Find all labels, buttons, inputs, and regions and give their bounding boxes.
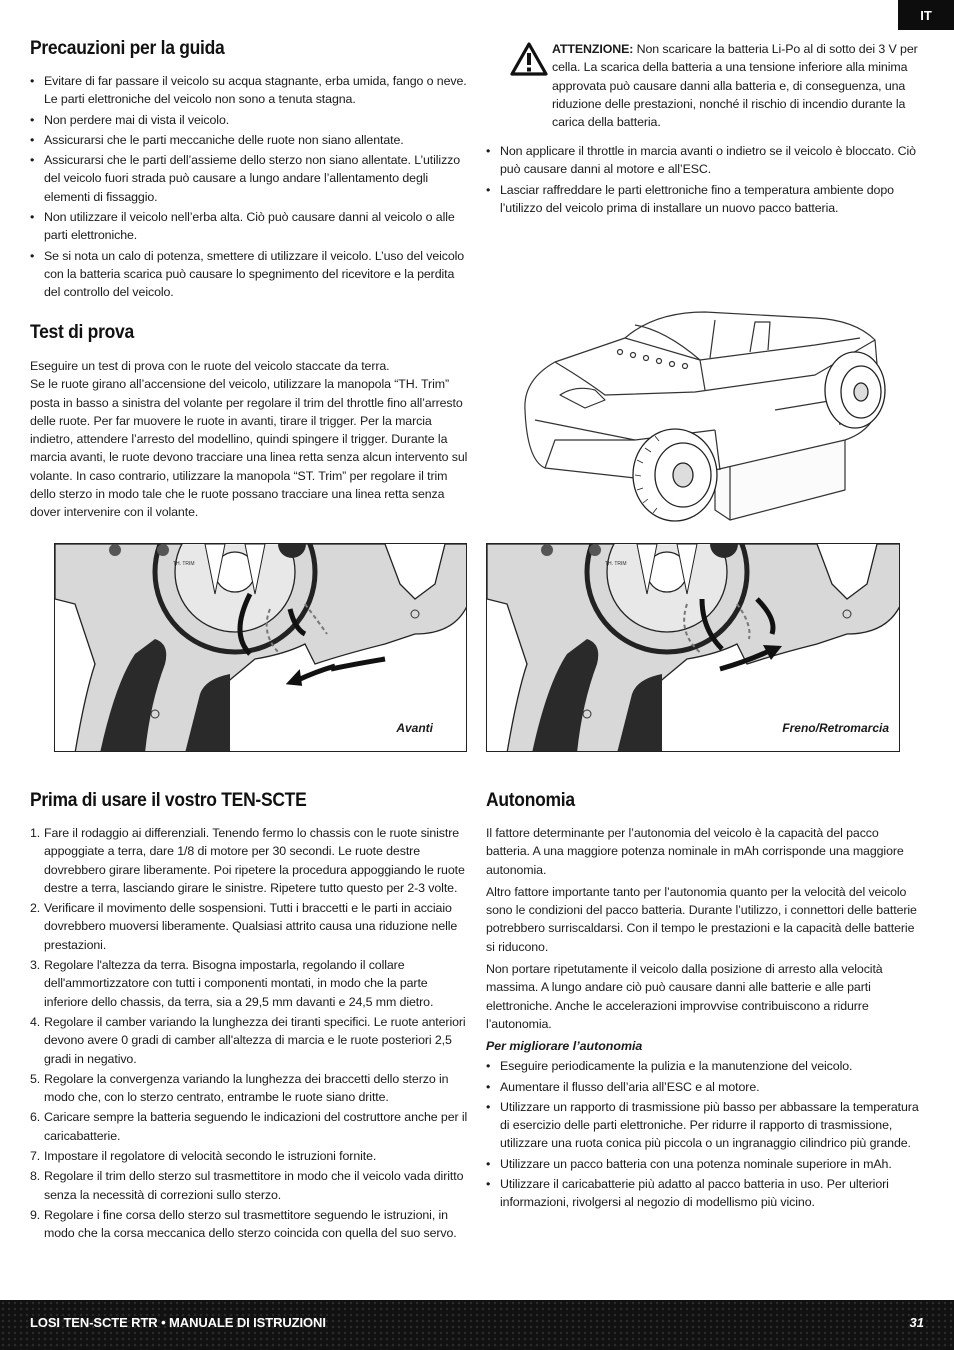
rear-wheel — [825, 352, 885, 428]
list-item: 2. Verificare il movimento delle sospensioni. Tutti i braccetti e le parti in acciaio dovrebbero muoversi liberamente. Qualsiasi attrito causa una riduzione nelle prestazioni. — [30, 901, 458, 952]
section-title: Autonomia — [486, 790, 575, 811]
list-item: 6. Caricare sempre la batteria seguendo le indicazioni del costruttore anche per il caricabatterie. — [30, 1110, 468, 1143]
paragraph: Eseguire un test di prova con le ruote del veicolo staccate da terra. — [30, 359, 390, 373]
bullet-list — [486, 1057, 922, 1211]
paragraph: Il fattore determinante per l’autonomia del veicolo è la capacità del pacco batteria. A una maggiore potenza nominale in mAh corrisponde una maggiore autonomia. — [486, 826, 904, 877]
section-before-use — [30, 790, 470, 1245]
truck-illustration — [515, 300, 905, 525]
warning-label: ATTENZIONE: — [552, 42, 634, 56]
front-wheel — [633, 429, 717, 521]
warning-body: Non scaricare la batteria Li-Po al di sotto dei 3 V per cella. La scarica della batteria a una tensione inferiore alla minima approvata può causare danni alla batteria e, di conseguenza, una riduzione delle prestazioni, nonché il rischio di incendio durante la carica della batteria. — [552, 42, 918, 130]
section-test-run — [30, 322, 472, 522]
list-item: 4. Regolare il camber variando la lunghezza dei tiranti specifici. Le ruote anteriori devono avere 0 gradi di camber all'altezza di marcia e le ruote posteriori 2,5 gradi in negativo. — [30, 1014, 466, 1066]
list-item: 9. Regolare i fine corsa dello sterzo sul trasmettitore seguendo le istruzioni, in modo che la corsa meccanica dello sterzo coincida con quella del suo servo. — [30, 1207, 457, 1241]
list-item: • Lasciar raffreddare le parti elettroniche fino a temperatura ambiente dopo l’utilizzo del veicolo prima di installare un nuovo pacco batteria. — [486, 181, 922, 218]
warning-text — [552, 40, 922, 131]
language-tab: IT — [898, 0, 954, 30]
section-title: Test di prova — [30, 322, 134, 343]
warning-box — [510, 40, 922, 131]
bullet-list — [30, 72, 470, 302]
list-item: 7. Impostare il regolatore di velocità secondo le istruzioni fornite. — [30, 1149, 377, 1164]
section-title: Prima di usare il vostro TEN-SCTE — [30, 790, 307, 811]
section-title: Precauzioni per la guida — [30, 38, 225, 59]
list-item: 5. Regolare la convergenza variando la lunghezza dei braccetti dello sterzo in modo che, con lo sterzo centrato, entrambe le ruote siano dritte. — [30, 1071, 449, 1105]
list-item: • Utilizzare il caricabatterie più adatto al pacco batteria in uso. Per ulteriori informazioni, rivolgersi al negozio di modellismo più vicino. — [486, 1175, 922, 1212]
list-item: • Utilizzare un rapporto di trasmissione più basso per abbassare la temperatura di esercizio delle parti elettroniche. Per ridurre il rapporto di trasmissione, utilizzare una ruota conica più piccola o un ingranaggio cilindrico più grande. — [486, 1098, 922, 1153]
numbered-list — [30, 824, 470, 1243]
section-driving-precautions-continued — [486, 142, 922, 219]
paragraph: Se le ruote girano all’accensione del veicolo, utilizzare la manopola “TH. Trim” posta in basso a sinistra del volante per regolare il trim del throttle fino all’arresto delle ruote. Per far muovere le ruote in avanti, tirare il trigger. Per la marcia indietro, attendere l’arresto del modellino, quindi spingere il trigger. Durante la marcia avanti, le ruote devono tracciare una linea retta senza alcun intervento sul volante. In caso contrario, utilizzare la manopola “ST. Trim” per regolare il trim dello sterzo in modo tale che le ruote possano tracciare una linea retta senza dover intervenire con il volante. — [30, 377, 468, 520]
list-item: • Utilizzare un pacco batteria con una potenza nominale superiore in mAh. — [486, 1155, 922, 1173]
list-item: • Se si nota un calo di potenza, smettere di utilizzare il veicolo. L’uso del veicolo con la batteria scarica può causare lo spegnimento del ricevitore e la perdita del controllo del veicolo. — [30, 247, 470, 302]
list-item: • Non applicare il throttle in marcia avanti o indietro se il veicolo è bloccato. Ciò può causare danni al motore e all’ESC. — [486, 142, 922, 179]
list-item: • Evitare di far passare il veicolo su acqua stagnante, erba umida, fango o neve. Le parti elettroniche del veicolo non sono a tenuta stagna. — [30, 72, 470, 109]
list-item: 3. Regolare l'altezza da terra. Bisogna impostarla, regolando il collare dell'ammortizzatore con tutti i componenti montati, in modo che la parte inferiore dello chassis, da terra, sia a 29,5 mm davanti e 24,5 mm dietro. — [30, 958, 434, 1009]
section-runtime — [486, 790, 922, 1214]
runtime-paragraphs — [486, 824, 922, 1033]
list-item: 8. Regolare il trim dello sterzo sul trasmettitore in modo che il veicolo vada diritto senza la necessità di correzioni sullo sterzo. — [30, 1169, 464, 1202]
list-item: • Aumentare il flusso dell’aria all’ESC e al motore. — [486, 1078, 922, 1096]
trim-label: TH. TRIM — [605, 561, 627, 567]
list-item: • Eseguire periodicamente la pulizia e la manutenzione del veicolo. — [486, 1057, 922, 1075]
list-item: • Assicurarsi che le parti dell’assieme dello sterzo non siano allentate. L’utilizzo del veicolo fuori strada può causare a lungo andare l’allentamento degli elementi di fissaggio. — [30, 151, 470, 206]
paragraph: Altro fattore importante tanto per l’autonomia quanto per la velocità del veicolo sono le condizioni del pacco batteria. Durante l’utilizzo, i connettori delle batterie potrebbero surriscaldarsi. Con il tempo le prestazioni e la capacità delle batterie si riducono. — [486, 884, 917, 954]
list-item: • Non perdere mai di vista il veicolo. — [30, 111, 470, 129]
transmitter-figure-forward — [54, 543, 467, 752]
subheading: Per migliorare l’autonomia — [486, 1039, 643, 1054]
list-item: 1. Fare il rodaggio ai differenziali. Tenendo fermo lo chassis con le ruote sinistre appoggiate a terra, dare 1/8 di motore per 30 secondi. Le ruote destre dovrebbero girare liberamente. Poi ripetere la procedura appoggiando le ruote destre a terra, lasciando girare le sinistre. Ripetere tutto questo per 2-3 volte. — [30, 826, 465, 895]
page-footer — [0, 1300, 954, 1350]
bullet-list — [486, 142, 922, 217]
transmitter-figure-brake — [486, 543, 900, 752]
footer-title: LOSI TEN-SCTE RTR • MANUALE DI ISTRUZIONI — [30, 1315, 326, 1330]
figure-caption: Freno/Retromarcia — [782, 721, 889, 735]
warning-triangle-icon — [510, 42, 548, 76]
trim-label: TH. TRIM — [173, 561, 195, 567]
list-item: • Assicurarsi che le parti meccaniche delle ruote non siano allentate. — [30, 131, 470, 149]
list-item: • Non utilizzare il veicolo nell’erba alta. Ciò può causare danni al veicolo o alle parti elettroniche. — [30, 208, 470, 245]
figure-caption: Avanti — [396, 721, 433, 735]
paragraph: Non portare ripetutamente il veicolo dalla posizione di arresto alla velocità massima. A lungo andare ciò può causare danni alle batterie e alle parti elettroniche. Anche le accelerazioni improvvise contribuiscono a ridurre l’autonomia. — [486, 962, 883, 1031]
page-number: 31 — [909, 1315, 924, 1330]
section-driving-precautions — [30, 38, 470, 304]
